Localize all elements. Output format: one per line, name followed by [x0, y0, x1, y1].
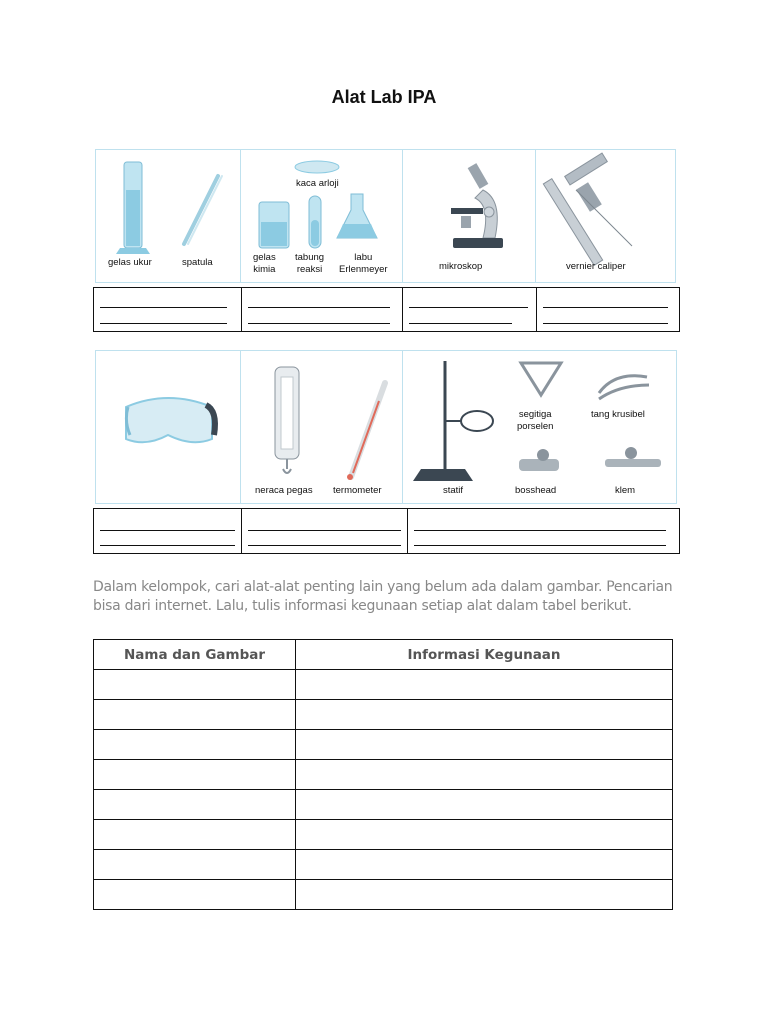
usage-cell[interactable] — [296, 670, 673, 700]
table-row — [94, 880, 673, 910]
label-statif: statif — [443, 485, 464, 496]
name-cell[interactable] — [94, 700, 296, 730]
table-row — [94, 850, 673, 880]
answer-row-1 — [93, 287, 680, 332]
answer-cell[interactable] — [403, 288, 537, 331]
spring-scale-thermometer-illustration — [241, 351, 403, 505]
table-row — [94, 820, 673, 850]
label-gelas-kimia: gelas kimia — [253, 252, 276, 275]
answer-cell[interactable] — [408, 509, 678, 553]
name-cell[interactable] — [94, 880, 296, 910]
column-header-usage: Informasi Kegunaan — [296, 640, 673, 670]
table-row — [94, 760, 673, 790]
panel-stand-equipment — [403, 350, 677, 504]
name-cell[interactable] — [94, 820, 296, 850]
image-row-2 — [95, 350, 677, 504]
answer-cell[interactable] — [94, 288, 242, 331]
label-gelas-ukur: gelas ukur — [108, 257, 152, 268]
name-cell[interactable] — [94, 850, 296, 880]
label-tang-krusibel: tang krusibel — [591, 409, 645, 420]
name-cell[interactable] — [94, 730, 296, 760]
panel-neraca-termometer — [241, 350, 403, 504]
label-termometer: termometer — [333, 485, 382, 496]
table-row — [94, 790, 673, 820]
usage-table — [93, 639, 673, 910]
label-mikroskop: mikroskop — [439, 261, 483, 272]
label-klem: klem — [615, 485, 636, 496]
answer-cell[interactable] — [242, 509, 408, 553]
usage-cell[interactable] — [296, 760, 673, 790]
name-cell[interactable] — [94, 670, 296, 700]
label-tabung-reaksi: tabung reaksi — [295, 252, 325, 275]
label-bosshead: bosshead — [515, 485, 557, 496]
label-kaca-arloji: kaca arloji — [296, 178, 339, 189]
usage-cell[interactable] — [296, 730, 673, 760]
answer-cell[interactable] — [242, 288, 403, 331]
answer-cell[interactable] — [94, 509, 242, 553]
safety-goggles-illustration — [96, 351, 242, 505]
label-labu-erlenmeyer: labu Erlenmeyer — [339, 252, 388, 275]
name-cell[interactable] — [94, 790, 296, 820]
label-vernier-caliper: vernier caliper — [566, 261, 626, 272]
label-spatula: spatula — [182, 257, 213, 268]
answer-row-2 — [93, 508, 680, 554]
label-neraca-pegas: neraca pegas — [255, 485, 313, 496]
page-title: Alat Lab IPA — [331, 87, 437, 107]
panel-goggles — [95, 350, 241, 504]
image-row-1 — [95, 149, 676, 283]
answer-cell[interactable] — [537, 288, 678, 331]
panel-vernier-caliper — [536, 149, 676, 283]
panel-mikroskop — [403, 149, 536, 283]
table-row — [94, 700, 673, 730]
label-segitiga-porselen: segitiga porselen — [517, 409, 554, 432]
panel-glassware — [241, 149, 403, 283]
usage-cell[interactable] — [296, 850, 673, 880]
table-row — [94, 670, 673, 700]
usage-cell[interactable] — [296, 790, 673, 820]
usage-cell[interactable] — [296, 700, 673, 730]
usage-cell[interactable] — [296, 820, 673, 850]
usage-table-body — [94, 670, 673, 910]
usage-cell[interactable] — [296, 880, 673, 910]
column-header-name: Nama dan Gambar — [94, 640, 296, 670]
table-row — [94, 730, 673, 760]
name-cell[interactable] — [94, 760, 296, 790]
panel-gelas-ukur-spatula — [95, 149, 241, 283]
instruction-text: Dalam kelompok, cari alat-alat penting lain yang belum ada dalam gambar. Pencarian bisa dari internet. Lalu, tulis informasi kegunaan setiap alat dalam tabel berikut. — [93, 579, 673, 614]
